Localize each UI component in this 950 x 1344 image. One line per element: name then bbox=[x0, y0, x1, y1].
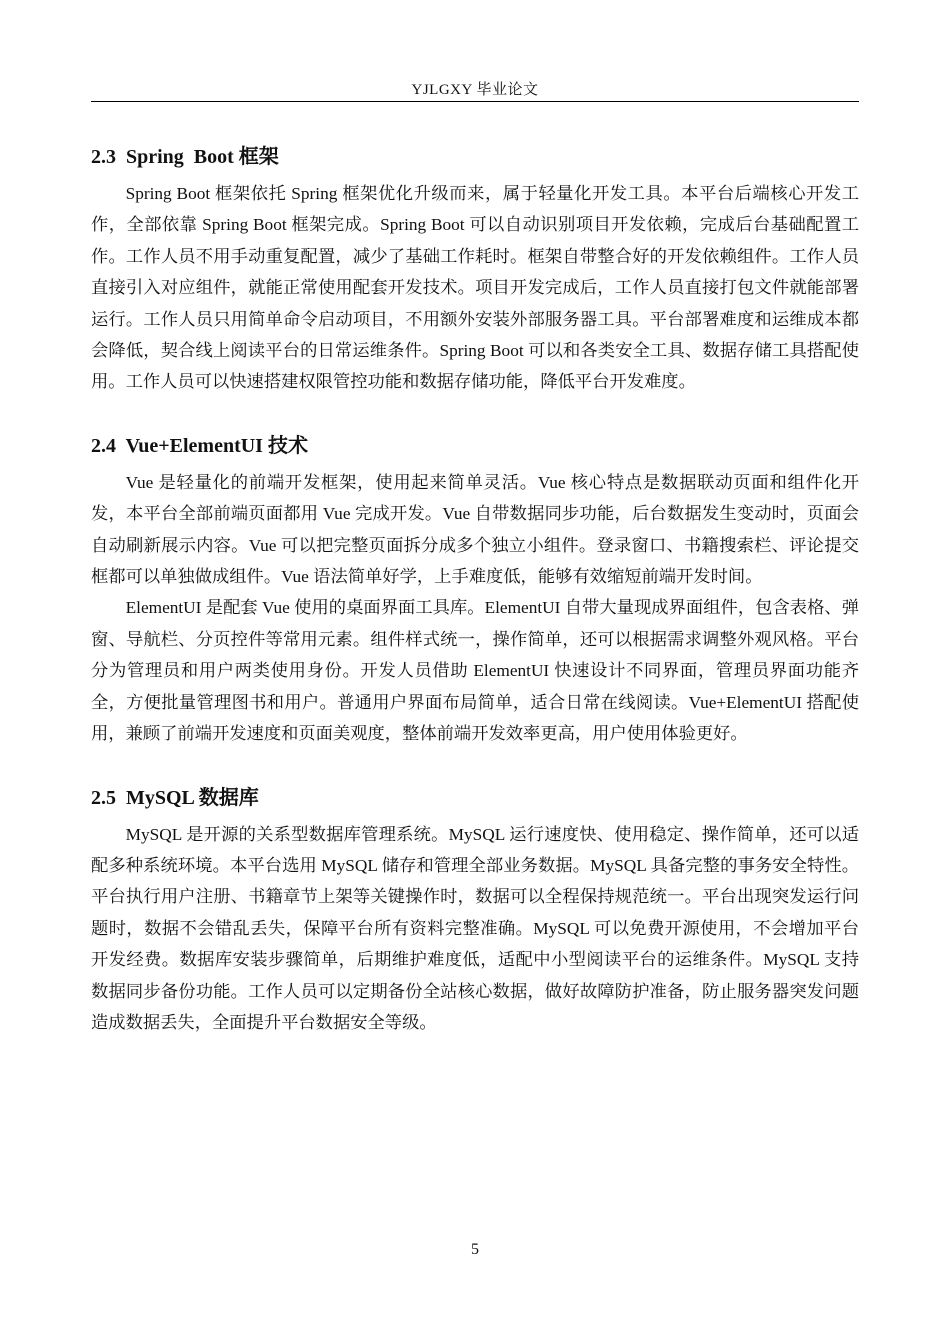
section-heading: 2.3 Spring Boot 框架 bbox=[91, 146, 279, 168]
section-heading: 2.5 MySQL 数据库 bbox=[91, 786, 259, 809]
paragraph: Spring Boot 框架依托 Spring 框架优化升级而来，属于轻量化开发工具。本平台后端核心开发工作，全部依靠 Spring Boot 框架完成。Spring Boot 可以自动识别项目开发依赖，完成后台基础配置工作。工作人员不用手动重复配置，减少了基础工作耗时。框架自带整合好的开发依赖组件。工作人员直接引入对应组件，就能正常使用配套开发技术。项目开发完成后，工作人员直接打包文件就能部署运行。工作人员只用简单命令启动项目，不用额外安装外部服务器工具。平台部署难度和运维成本都会降低，契合线上阅读平台的日常运维条件。Spring Boot 可以和各类安全工具、数据存储工具搭配使用。工作人员可以快速搭建权限管控功能和数据存储功能，降低平台开发难度。 bbox=[91, 184, 859, 392]
header-divider bbox=[91, 101, 859, 102]
section-spring-boot bbox=[91, 140, 859, 398]
section-vue-elementui bbox=[91, 429, 859, 750]
paragraph: ElementUI 是配套 Vue 使用的桌面界面工具库。ElementUI 自带大量现成界面组件，包含表格、弹窗、导航栏、分页控件等常用元素。组件样式统一，操作简单，还可以根据需求调整外观风格。平台分为管理员和用户两类使用身份。开发人员借助 ElementUI 快速设计不同界面，管理员界面功能齐全，方便批量管理图书和用户。普通用户界面布局简单，适合日常在线阅读。Vue+ElementUI 搭配使用，兼顾了前端开发速度和页面美观度，整体前端开发效率更高，用户使用体验更好。 bbox=[91, 598, 859, 744]
running-header: YJLGXY 毕业论文 bbox=[411, 82, 539, 98]
section-heading: 2.4 Vue+ElementUI 技术 bbox=[91, 434, 308, 457]
paragraph: MySQL 是开源的关系型数据库管理系统。MySQL 运行速度快、使用稳定、操作简单，还可以适配多种系统环境。本平台选用 MySQL 储存和管理全部业务数据。MySQL 具备完整的事务安全特性。平台执行用户注册、书籍章节上架等关键操作时，数据可以全程保持规范统一。平台出现突发运行问题时，数据不会错乱丢失，保障平台所有资料完整准确。MySQL 可以免费开源使用，不会增加平台开发经费。数据库安装步骤简单，后期维护难度低，适配中小型阅读平台的运维条件。MySQL 支持数据同步备份功能。工作人员可以定期备份全站核心数据，做好故障防护准备，防止服务器突发问题造成数据丢失，全面提升平台数据安全等级。 bbox=[91, 824, 859, 1032]
section-mysql bbox=[91, 781, 859, 1039]
paragraph: Vue 是轻量化的前端开发框架，使用起来简单灵活。Vue 核心特点是数据联动页面和组件化开发，本平台全部前端页面都用 Vue 完成开发。Vue 自带数据同步功能，后台数据发生变动时，页面会自动刷新展示内容。Vue 可以把完整页面拆分成多个独立小组件。登录窗口、书籍搜索栏、评论提交框都可以单独做成组件。Vue 语法简单好学，上手难度低，能够有效缩短前端开发时间。 bbox=[91, 472, 859, 587]
page-number: 5 bbox=[471, 1241, 479, 1258]
page-body bbox=[91, 140, 859, 1038]
